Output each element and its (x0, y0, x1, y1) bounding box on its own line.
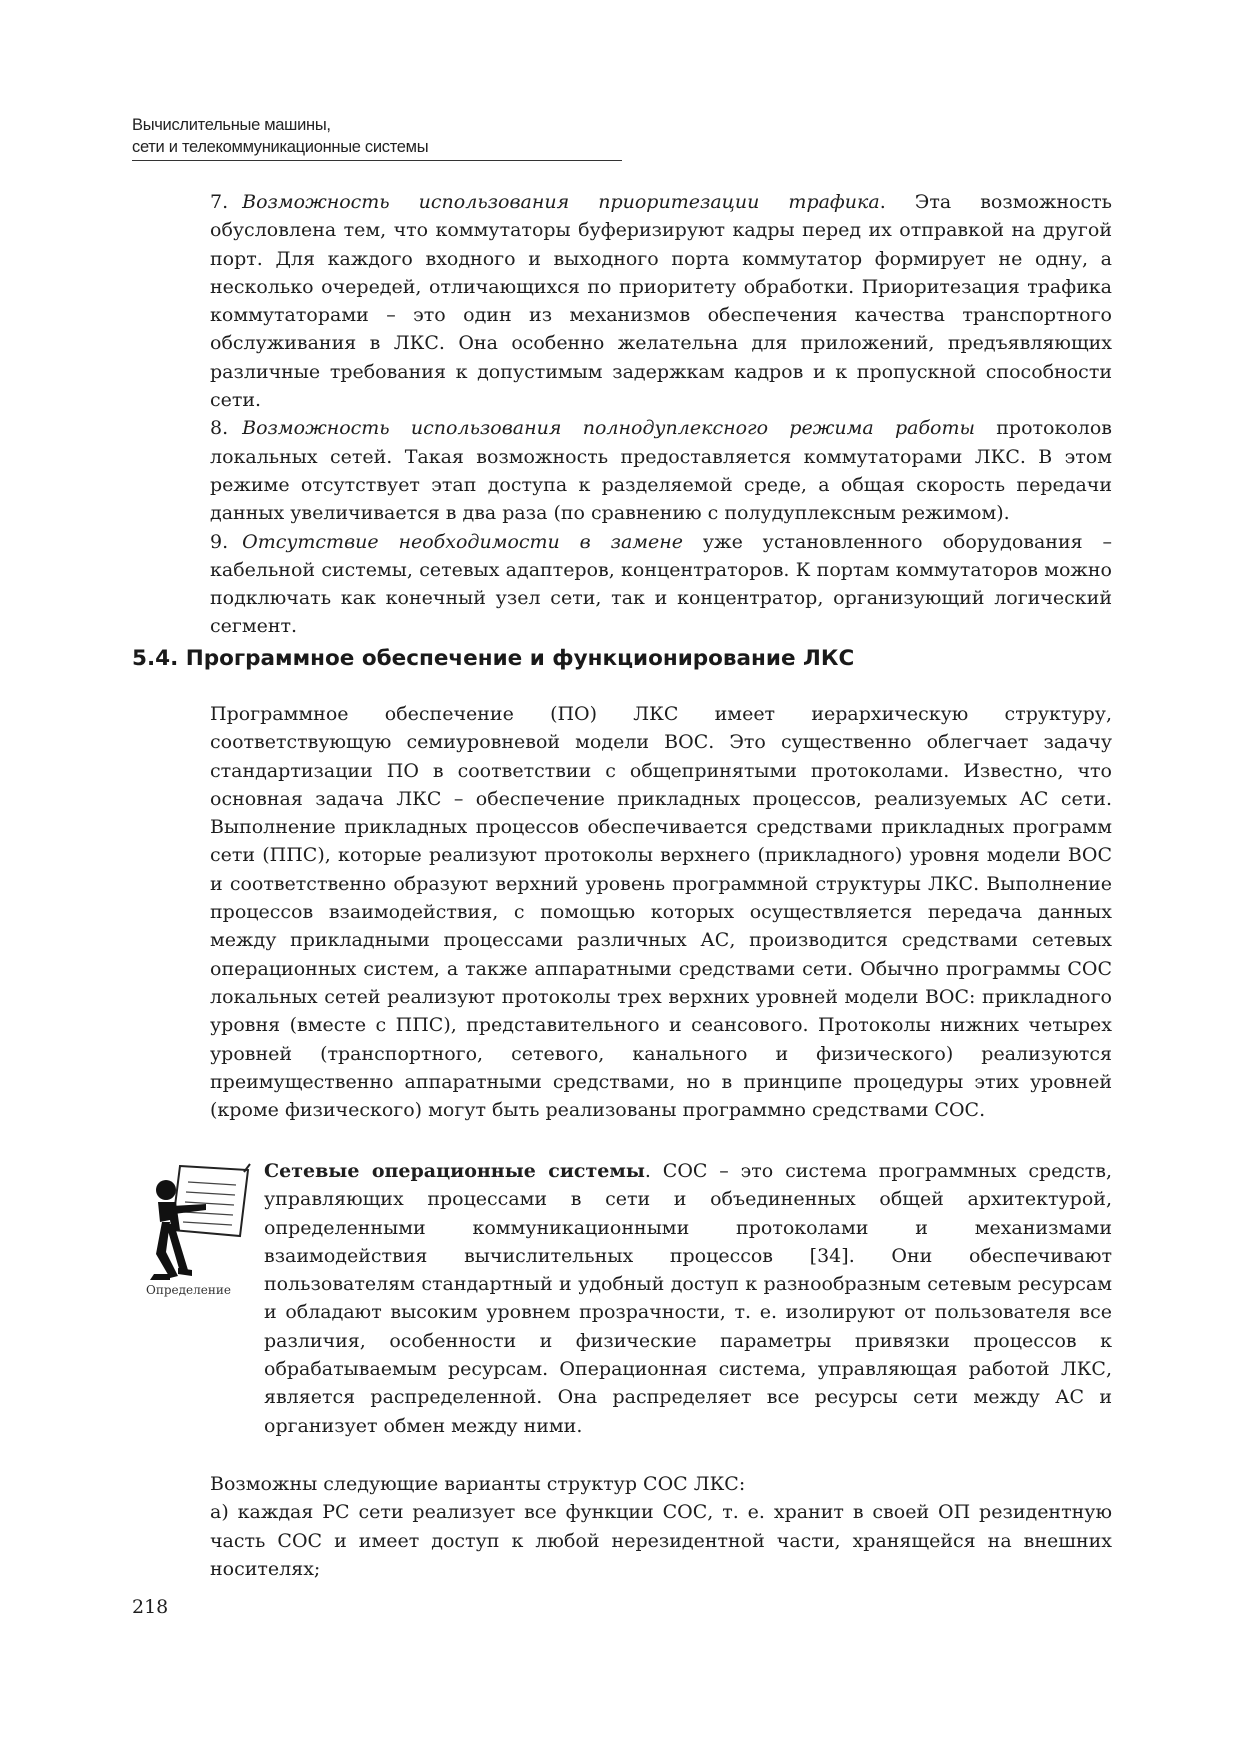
numbered-items (132, 188, 1112, 641)
running-header (132, 114, 622, 161)
item-text: протоколов локальных сетей. Такая возможность предоставляется коммутаторами ЛКС. В этом режиме отсутствует этап доступа к разделяемой среде, а общая скорость передачи данных увеличивается в два раза (по сравнению с полудуплексным режимом). (210, 417, 1112, 525)
page-number: 218 (132, 1596, 169, 1618)
item-number: 9. (210, 530, 229, 553)
item-term: Возможность использования полнодуплексного режима работы (242, 417, 975, 440)
item-text: . Эта возможность обусловлена тем, что коммутаторы буферизируют кадры перед их отправкой на другой порт. Для каждого входного и выходного порта коммутатор формирует не одну, а несколько очередей, отличающихся по приоритету обработки. Приоритезация трафика коммутаторами – это один из механизмов обеспечения качества транспортного обслуживания в ЛКС. Она особенно желательна для приложений, предъявляющих различные требования к допустимым задержкам кадров и к пропускной способности сети. (210, 191, 1112, 412)
item-term: Возможность использования приоритезации трафика (242, 191, 880, 213)
variant-item-a: а) каждая РС сети реализует все функции СОС, т. е. хранит в своей ОП резидентную часть СОС и имеет доступ к любой нерезидентной части, хранящейся на внешних носителях; (210, 1501, 1112, 1580)
running-header-line-1: Вычислительные машины, (132, 116, 331, 134)
section-heading: 5.4. Программное обеспечение и функционирование ЛКС (132, 646, 855, 671)
section-body (132, 700, 1112, 1124)
list-item-8 (132, 414, 1112, 527)
list-item-9 (132, 528, 1112, 641)
variants-block (132, 1470, 1112, 1583)
item-text: уже установленного оборудования – кабельной системы, сетевых адаптеров, концентраторов. К портам коммутаторов можно подключать как конечный узел сети, так и концентратор, организующий логический сегмент. (210, 530, 1112, 638)
list-item-7 (132, 188, 1112, 414)
definition-term: Сетевые операционные системы (264, 1160, 645, 1182)
item-number: 7. (210, 191, 229, 213)
definition-block (264, 1157, 1112, 1440)
running-header-line-2: сети и телекоммуникационные системы (132, 138, 429, 156)
item-number: 8. (210, 417, 229, 440)
section-paragraph: Программное обеспечение (ПО) ЛКС имеет иерархическую структуру, соответствующую семиуровневой модели ВОС. Это существенно облегчает задачу стандартизации ПО в соответствии с общепринятыми протоколами. Известно, что основная задача ЛКС – обеспечение прикладных процессов, реализуемых АС сети. Выполнение прикладных процессов обеспечивается средствами прикладных программ сети (ППС), которые реализуют протоколы верхнего (прикладного) уровня модели ВОС и соответственно образуют верхний уровень программной структуры ЛКС. Выполнение процессов взаимодействия, с помощью которых осуществляется передача данных между прикладными процессами различных АС, производится средствами сетевых операционных систем, а также аппаратными средствами сети. Обычно программы СОС локальных сетей реализуют протоколы трех верхних уровней модели ВОС: прикладного уровня (вместе с ППС), представительного и сеансового. Протоколы нижних четырех уровней (транспортного, сетевого, канального и физического) реализуются преимущественно аппаратными средствами, но в принципе процедуры этих уровней (кроме физического) могут быть реализованы программно средствами СОС. (210, 703, 1112, 1122)
definition-paragraph (264, 1157, 1112, 1440)
definition-caption: Определение (146, 1283, 231, 1297)
definition-icon (136, 1160, 254, 1300)
item-term: Отсутствие необходимости в замене (242, 530, 684, 553)
variants-intro: Возможны следующие варианты структур СОС ЛКС: (210, 1473, 746, 1495)
definition-text: . СОС – это система программных средств, управляющих процессами в сети и объединенных общей архитектурой, определенными коммуникационными протоколами и механизмами взаимодействия вычислительных процессов [34]. Они обеспечивают пользователям стандартный и удобный доступ к разнообразным сетевым ресурсам и обладают высоким уровнем прозрачности, т. е. изолируют от пользователя все различия, особенности и физические параметры привязки процессов к обрабатываемым ресурсам. Операционная система, управляющая работой ЛКС, является распределенной. Она распределяет все ресурсы сети между АС и организует обмен между ними. (264, 1160, 1113, 1437)
